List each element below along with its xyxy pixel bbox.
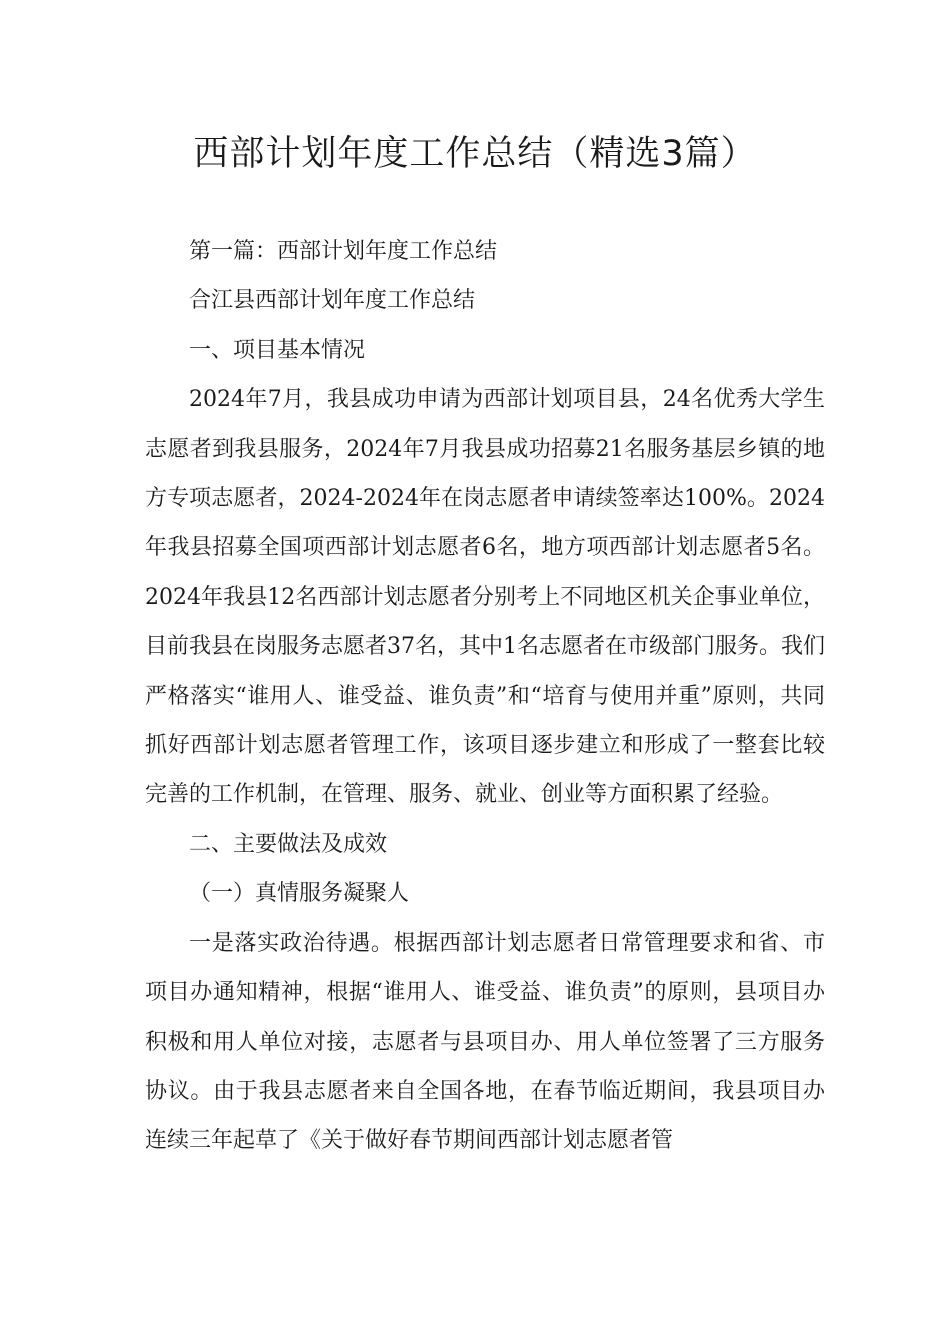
- paragraph-political-treatment: 一是落实政治待遇。根据西部计划志愿者日常管理要求和省、市项目办通知精神，根据“谁用人、谁受益、谁负责”的原则，县项目办积极和用人单位对接，志愿者与县项目办、用人单位签署了三方服务协议。由于我县志愿者来自全国各地，在春节临近期间，我县项目办连续三年起草了《关于做好春节期间西部计划志愿者管: [145, 930, 825, 1154]
- section-heading-practices: 二、主要做法及成效: [189, 831, 388, 857]
- subsection-heading-service: （一）真情服务凝聚人: [189, 881, 410, 907]
- document-body: [145, 227, 825, 1166]
- document-title: 西部计划年度工作总结（精选3篇）: [193, 134, 757, 174]
- section-heading-part-one: 第一篇：西部计划年度工作总结: [189, 239, 498, 264]
- paragraph-basic-info: 2024年7月，我县成功申请为西部计划项目县，24名优秀大学生志愿者到我县服务，2024年7月我县成功招募21名服务基层乡镇的地方专项志愿者，2024-2024年在岗志愿者申请续签率达100%。2024年我县招募全国项西部计划志愿者6名，地方项西部计划志愿者5名。2024年我县12名西部计划志愿者分别考上不同地区机关企事业单位，目前我县在岗服务志愿者37名，其中1名志愿者在市级部门服务。我们严格落实“谁用人、谁受益、谁负责”和“培育与使用并重”原则，共同抓好西部计划志愿者管理工作，该项目逐步建立和形成了一整套比较完善的工作机制，在管理、服务、就业、创业等方面积累了经验。: [145, 387, 825, 808]
- section-heading-basic-info: 一、项目基本情况: [189, 337, 366, 363]
- report-subtitle: 合江县西部计划年度工作总结: [189, 288, 476, 314]
